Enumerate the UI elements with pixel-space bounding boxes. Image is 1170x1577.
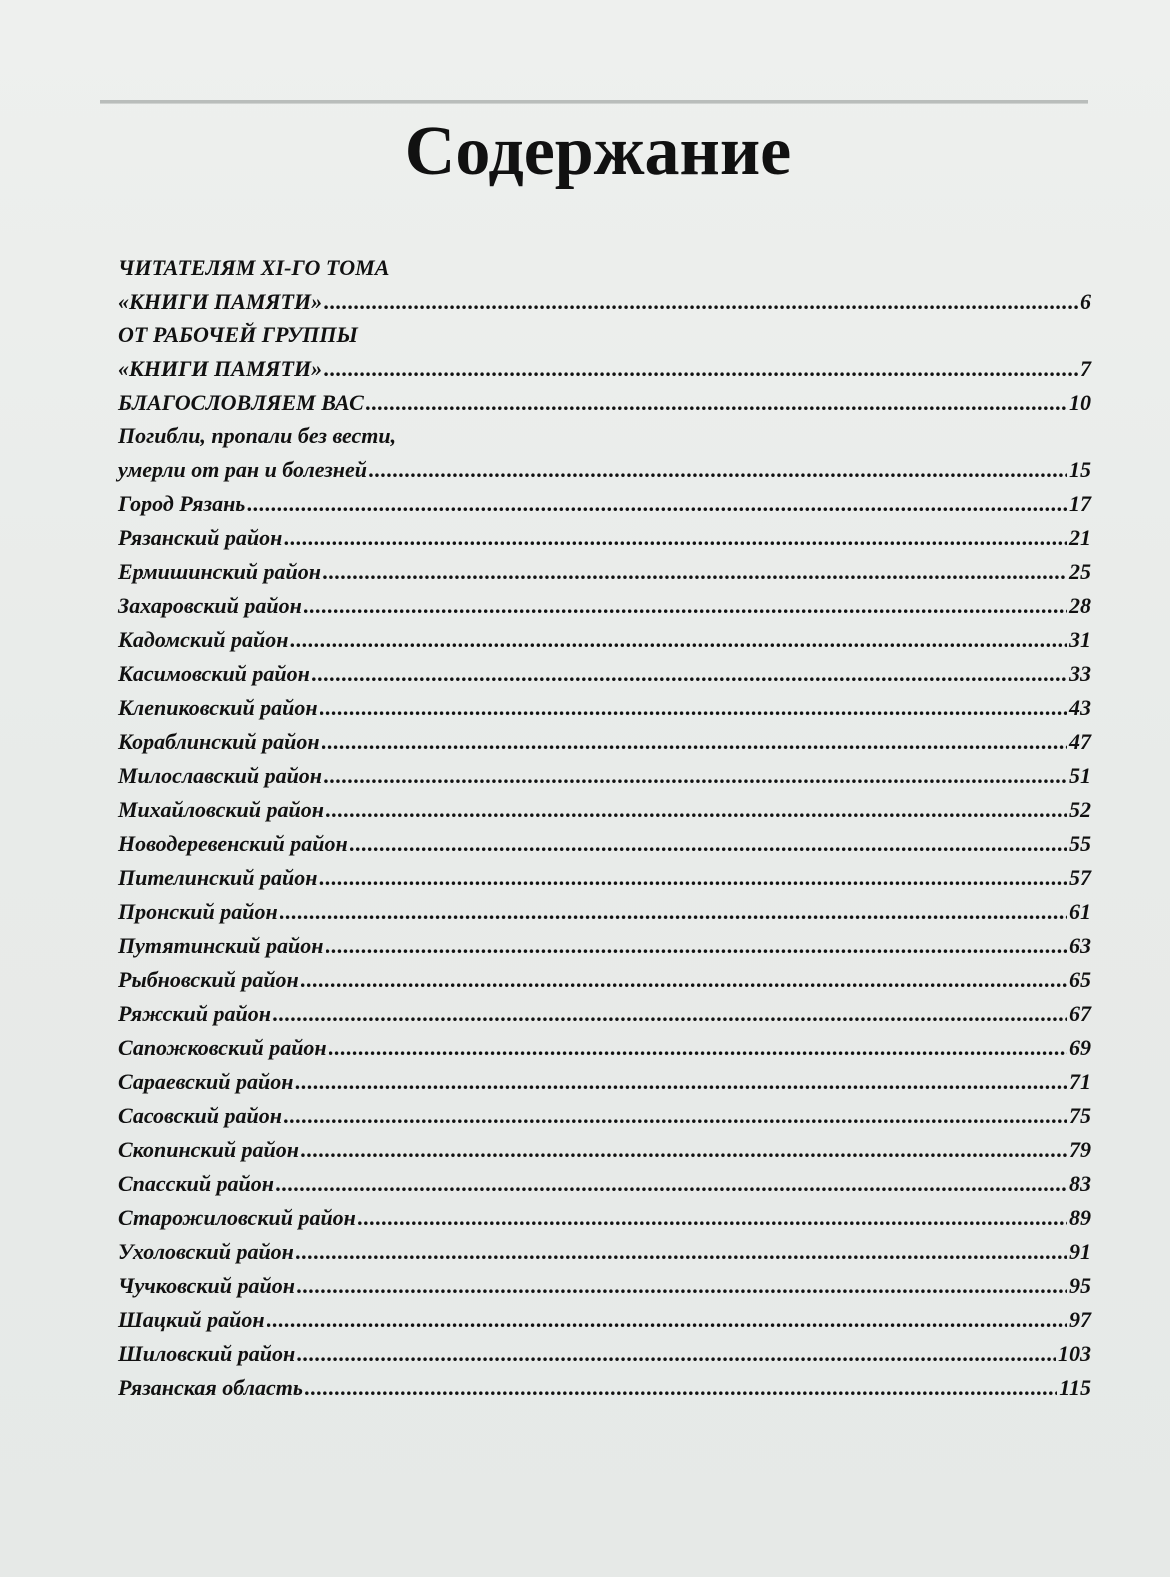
toc-entry-label: Старожиловский район — [118, 1205, 356, 1230]
toc-entry[interactable] — [118, 1303, 1091, 1337]
toc-entry[interactable] — [118, 1133, 1091, 1167]
toc-page-number: 15 — [1069, 457, 1091, 482]
toc-dot-leader — [247, 487, 1067, 521]
toc-entry-line — [118, 352, 1091, 386]
toc-entry-line — [118, 285, 1091, 319]
toc-entry-line — [118, 725, 1091, 759]
toc-page-number: 97 — [1069, 1307, 1091, 1332]
toc-page-number: 52 — [1069, 797, 1091, 822]
toc-dot-leader — [358, 1201, 1067, 1235]
toc-entry-label: Рязанский район — [118, 525, 283, 550]
toc-page-number: 83 — [1069, 1171, 1091, 1196]
toc-entry-line — [118, 1031, 1091, 1065]
toc-entry-line — [118, 691, 1091, 725]
toc-entry-label: Шацкий район — [118, 1307, 265, 1332]
toc-entry-line — [118, 1065, 1091, 1099]
toc-entry-line — [118, 963, 1091, 997]
toc-page-number: 47 — [1069, 729, 1091, 754]
toc-page-number: 25 — [1069, 559, 1091, 584]
toc-entry-label: Захаровский район — [118, 593, 302, 618]
toc-page-number: 33 — [1069, 661, 1091, 686]
toc-entry-line — [118, 1235, 1091, 1269]
toc-dot-leader — [290, 623, 1067, 657]
toc-dot-leader — [301, 1133, 1067, 1167]
toc-entry-label: Рязанская область — [118, 1375, 303, 1400]
toc-entry-label: Сасовский район — [118, 1103, 282, 1128]
toc-entry-label: Кораблинский район — [118, 729, 320, 754]
toc-entry[interactable] — [118, 1371, 1091, 1405]
toc-page-number: 69 — [1069, 1035, 1091, 1060]
toc-page-number: 95 — [1069, 1273, 1091, 1298]
toc-page-number: 57 — [1069, 865, 1091, 890]
toc-page-number: 28 — [1069, 593, 1091, 618]
toc-entry-line — [118, 623, 1091, 657]
toc-entry-line — [118, 861, 1091, 895]
toc-entry[interactable] — [118, 251, 1091, 319]
toc-entry-label: Город Рязань — [118, 491, 246, 516]
toc-page-number: 103 — [1058, 1341, 1091, 1366]
toc-entry-label: Сапожковский район — [118, 1035, 327, 1060]
toc-dot-leader — [326, 793, 1067, 827]
toc-entry-label: Кадомский район — [118, 627, 289, 652]
toc-entry-line — [118, 1133, 1091, 1167]
toc-page-number: 31 — [1069, 627, 1091, 652]
toc-entry[interactable] — [118, 1337, 1091, 1371]
toc-entry-label: Ермишинский район — [118, 559, 321, 584]
toc-page-number: 43 — [1069, 695, 1091, 720]
toc-page-number: 17 — [1069, 491, 1091, 516]
toc-entry-label: Пронский район — [118, 899, 278, 924]
toc-page-number: 71 — [1069, 1069, 1091, 1094]
toc-entry[interactable] — [118, 1031, 1091, 1065]
toc-entry-line — [118, 1371, 1091, 1405]
toc-dot-leader — [304, 589, 1067, 623]
toc-entry-label: Новодеревенский район — [118, 831, 348, 856]
toc-entry-line — [118, 759, 1091, 793]
toc-dot-leader — [276, 1167, 1067, 1201]
toc-dot-leader — [323, 555, 1067, 589]
toc-entry-line — [118, 895, 1091, 929]
toc-dot-leader — [284, 1099, 1067, 1133]
toc-entry-label: Михайловский район — [118, 797, 324, 822]
toc-page-number: 65 — [1069, 967, 1091, 992]
toc-entry-label: Путятинский район — [118, 933, 324, 958]
toc-entry-label: ЧИТАТЕЛЯМ XI-ГО ТОМА — [118, 255, 390, 280]
toc-dot-leader — [324, 352, 1078, 386]
toc-entry[interactable] — [118, 1099, 1091, 1133]
toc-entry[interactable] — [118, 318, 1091, 386]
toc-entry-line — [118, 997, 1091, 1031]
toc-dot-leader — [350, 827, 1067, 861]
toc-entry-line-wrapped — [118, 318, 1091, 352]
toc-page-number: 61 — [1069, 899, 1091, 924]
toc-entry-label: Чучковский район — [118, 1273, 295, 1298]
toc-entry-line — [118, 1269, 1091, 1303]
toc-entry-label: Сараевский район — [118, 1069, 294, 1094]
toc-entry[interactable] — [118, 1235, 1091, 1269]
toc-entry[interactable] — [118, 623, 1091, 657]
toc-page-number: 67 — [1069, 1001, 1091, 1026]
toc-page-number: 21 — [1069, 525, 1091, 550]
toc-dot-leader — [324, 285, 1078, 319]
toc-dot-leader — [295, 1065, 1067, 1099]
toc-entry-label: БЛАГОСЛОВЛЯЕМ ВАС — [118, 390, 364, 415]
toc-entry-label: Погибли, пропали без вести, — [118, 423, 397, 448]
toc-entry-label: ОТ РАБОЧЕЙ ГРУППЫ — [118, 322, 358, 347]
toc-entry-label: Касимовский район — [118, 661, 310, 686]
toc-page-number: 51 — [1069, 763, 1091, 788]
toc-entry[interactable] — [118, 725, 1091, 759]
toc-dot-leader — [322, 725, 1067, 759]
toc-entry-label: умерли от ран и болезней — [118, 457, 368, 482]
toc-entry-line — [118, 555, 1091, 589]
toc-page-number: 55 — [1069, 831, 1091, 856]
toc-entry-line — [118, 929, 1091, 963]
toc-entry[interactable] — [118, 759, 1091, 793]
toc-entry-line — [118, 1303, 1091, 1337]
toc-entry[interactable] — [118, 997, 1091, 1031]
toc-entry[interactable] — [118, 861, 1091, 895]
toc-entry[interactable] — [118, 386, 1091, 420]
toc-entry[interactable] — [118, 793, 1091, 827]
toc-dot-leader — [297, 1269, 1067, 1303]
toc-entry-line — [118, 1337, 1091, 1371]
toc-entry[interactable] — [118, 1167, 1091, 1201]
toc-page-number: 115 — [1059, 1375, 1091, 1400]
toc-entry-label: Скопинский район — [118, 1137, 300, 1162]
toc-entry-line-wrapped — [118, 251, 1091, 285]
toc-entry[interactable] — [118, 929, 1091, 963]
toc-dot-leader — [296, 1235, 1067, 1269]
toc-entry-line — [118, 657, 1091, 691]
toc-entry[interactable] — [118, 1269, 1091, 1303]
toc-page-number: 63 — [1069, 933, 1091, 958]
toc-entry-label: Милославский район — [118, 763, 323, 788]
toc-dot-leader — [319, 861, 1067, 895]
toc-entry[interactable] — [118, 419, 1091, 487]
toc-entry-line — [118, 1167, 1091, 1201]
toc-dot-leader — [280, 895, 1067, 929]
toc-entry-label: «КНИГИ ПАМЯТИ» — [118, 289, 323, 314]
toc-page-number: 6 — [1080, 289, 1091, 314]
toc-entry-line — [118, 589, 1091, 623]
toc-entry-line — [118, 1099, 1091, 1133]
page-title: Содержание — [404, 113, 792, 190]
toc-entry[interactable] — [118, 1065, 1091, 1099]
toc-entry-line — [118, 1201, 1091, 1235]
toc-page-number: 7 — [1080, 356, 1091, 381]
toc-dot-leader — [305, 1371, 1057, 1405]
toc-entry-label: Пителинский район — [118, 865, 318, 890]
toc-entry-label: Рыбновский район — [118, 967, 299, 992]
toc-entry-label: «КНИГИ ПАМЯТИ» — [118, 356, 323, 381]
toc-dot-leader — [326, 929, 1068, 963]
toc-dot-leader — [284, 521, 1067, 555]
toc-entry-label: Ряжский район — [118, 1001, 271, 1026]
toc-entry[interactable] — [118, 487, 1091, 521]
toc-entry-label: Клепиковский район — [118, 695, 318, 720]
toc-entry-line — [118, 487, 1091, 521]
toc-entry[interactable] — [118, 963, 1091, 997]
toc-dot-leader — [320, 691, 1067, 725]
toc-entry-line — [118, 793, 1091, 827]
toc-entry-line — [118, 521, 1091, 555]
toc-entry-line-wrapped — [118, 419, 1091, 453]
toc-entry-label: Ухоловский район — [118, 1239, 294, 1264]
toc-page-number: 89 — [1069, 1205, 1091, 1230]
toc-entry[interactable] — [118, 589, 1091, 623]
header-rule — [100, 100, 1088, 104]
toc-entry-label: Шиловский район — [118, 1341, 296, 1366]
toc-entry[interactable] — [118, 657, 1091, 691]
toc-entry[interactable] — [118, 1201, 1091, 1235]
toc-entry[interactable] — [118, 895, 1091, 929]
toc-page-number: 75 — [1069, 1103, 1091, 1128]
toc-dot-leader — [312, 657, 1067, 691]
toc-entry-line — [118, 453, 1091, 487]
toc-dot-leader — [329, 1031, 1067, 1065]
toc-dot-leader — [324, 759, 1067, 793]
toc-entry[interactable] — [118, 555, 1091, 589]
toc-dot-leader — [366, 386, 1067, 420]
toc-entry-line — [118, 827, 1091, 861]
toc-entry-label: Спасский район — [118, 1171, 275, 1196]
toc-dot-leader — [297, 1337, 1056, 1371]
toc-page-number: 91 — [1069, 1239, 1091, 1264]
toc-dot-leader — [369, 453, 1067, 487]
toc-dot-leader — [273, 997, 1067, 1031]
toc-page-number: 79 — [1069, 1137, 1091, 1162]
toc-page-number: 10 — [1069, 390, 1091, 415]
toc-entry-line — [118, 386, 1091, 420]
toc-entry[interactable] — [118, 827, 1091, 861]
toc-dot-leader — [267, 1303, 1067, 1337]
toc-entry[interactable] — [118, 521, 1091, 555]
toc-dot-leader — [301, 963, 1067, 997]
toc-entry[interactable] — [118, 691, 1091, 725]
